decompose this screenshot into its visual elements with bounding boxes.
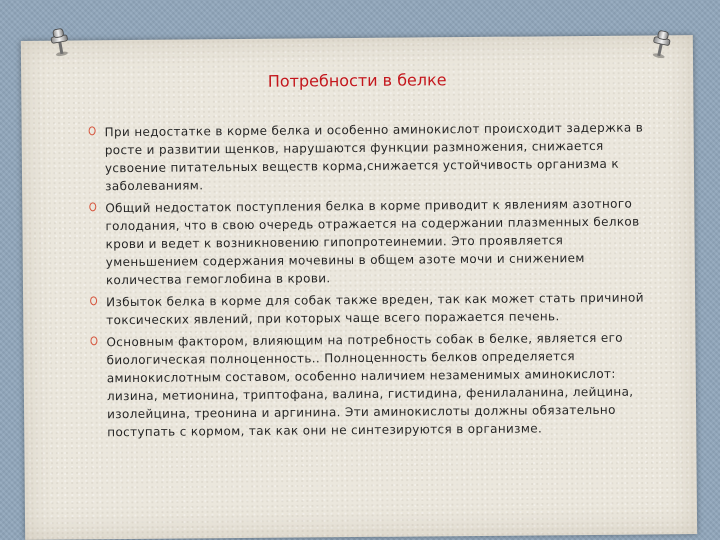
list-item (89, 194, 650, 289)
ring-bullet-icon (90, 296, 97, 305)
pushpin-icon (47, 26, 74, 59)
list-item-text: Общий недостаток поступления белка в корме приводит к явлениям азотного голодания, что в свою очередь отражается на содержании плазменных белков крови и ведет к возникновению гипопротеинемии. Это проявляется уменьшением содержания мочевины в общем азоте мочи и снижением количества гемоглобина в крови. (105, 196, 640, 288)
list-item (90, 288, 650, 329)
ring-bullet-icon (89, 202, 96, 211)
slide-card (21, 35, 697, 540)
list-item (89, 118, 650, 195)
list-item-text: При недостатке в корме белка и особенно аминокислот происходит задержка в росте и развитии щенков, нарушаются функции размножения, снижается усвоение питательных веществ корма,снижается устойчивость организма к заболеваниям. (104, 120, 644, 194)
slide-title: Потребности в белке (267, 70, 447, 91)
ring-bullet-icon (90, 336, 97, 345)
list-item-text: Избыток белка в корме для собак также вреден, так как может стать причиной токсических явлений, при которых чаще всего поражается печень. (106, 290, 644, 328)
list-item-text: Основным фактором, влияющим на потребность собак в белке, является его биологическая полноценность.. Полноценность белков определяется аминокислотным составом, особенно наличием незаменимых аминокислот: лизина, метионина, триптофана, валина, гистидина, фенилаланина, лейцина, изолейцина, треонина и аргинина. Эти аминокислоты должны обязательно поступать с кормом, так как они не синтезируются в организме. (106, 330, 634, 440)
bullet-list (89, 118, 652, 445)
ring-bullet-icon (89, 126, 96, 135)
list-item (90, 328, 651, 441)
